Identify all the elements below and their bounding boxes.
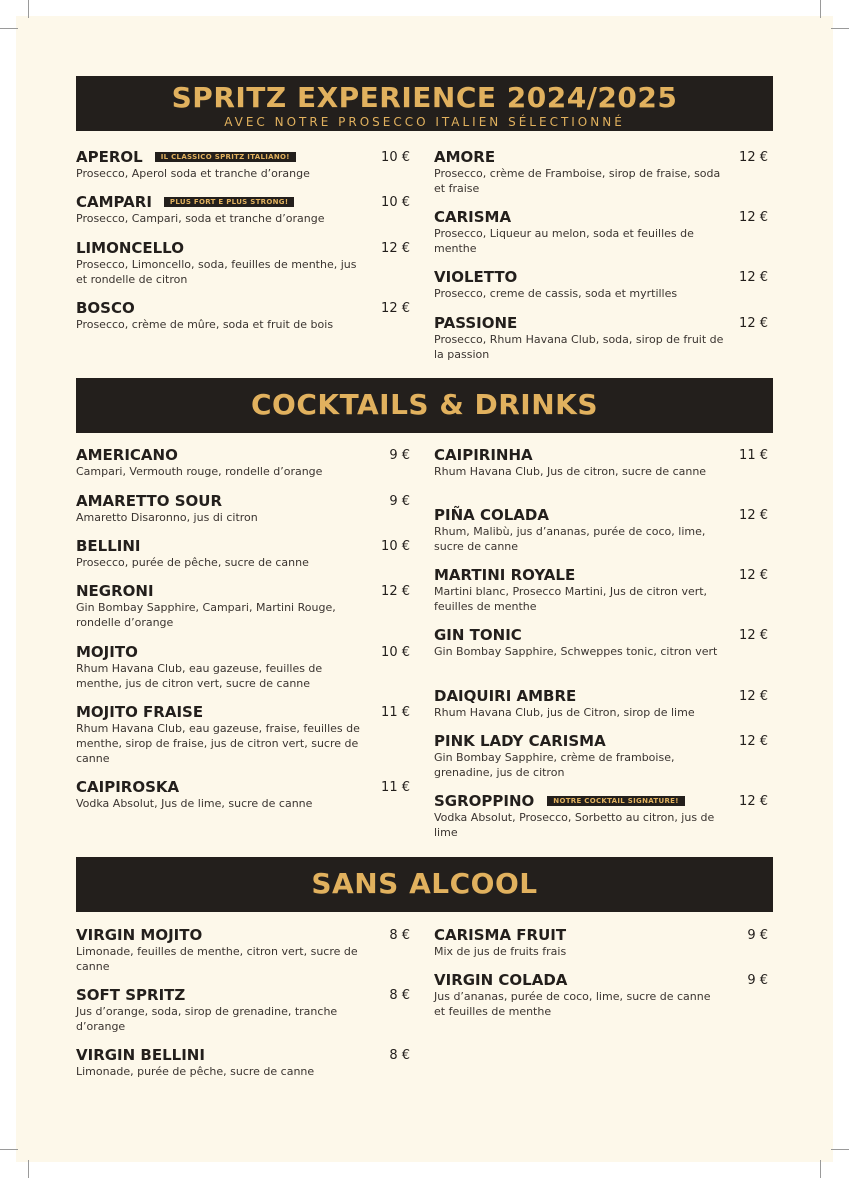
item-name: VIRGIN BELLINI (76, 1046, 205, 1064)
item-description: Prosecco, crème de mûre, soda et fruit de bois (76, 318, 334, 331)
menu-item (76, 583, 410, 644)
menu-item (76, 927, 410, 987)
item-description: Prosecco, crème de Framboise, sirop de fraise, soda et fraise (434, 167, 721, 195)
item-description: Jus d’orange, soda, sirop de grenadine, tranche d’orange (76, 1005, 338, 1033)
menu-item (434, 507, 768, 567)
item-price: 12 € (739, 689, 768, 704)
menu-item (76, 447, 410, 493)
spritz-left-column (76, 149, 410, 332)
item-price: 12 € (739, 508, 768, 523)
item-description: Limonade, feuilles de menthe, citron vert, sucre de canne (76, 945, 358, 973)
item-price: 12 € (739, 210, 768, 225)
item-price: 12 € (381, 584, 410, 599)
item-price: 12 € (739, 734, 768, 749)
item-name: AMORE (434, 148, 496, 166)
item-price: 10 € (381, 150, 410, 165)
item-description: Mix de jus de fruits frais (434, 945, 567, 958)
menu-item (434, 567, 768, 627)
menu-item (434, 149, 768, 209)
menu-item (434, 733, 768, 793)
item-price: 12 € (381, 301, 410, 316)
menu-item (434, 315, 768, 361)
menu-item (76, 493, 410, 538)
item-name: AMERICANO (76, 446, 178, 464)
item-name: SOFT SPRITZ (76, 986, 186, 1004)
item-price: 12 € (739, 316, 768, 331)
item-name: VIRGIN COLADA (434, 971, 568, 989)
menu-item (434, 209, 768, 269)
item-price: 10 € (381, 195, 410, 210)
item-name: CAMPARI (76, 193, 152, 211)
item-description: Vodka Absolut, Jus de lime, sucre de canne (76, 797, 313, 810)
menu-item (76, 644, 410, 704)
item-price: 9 € (747, 973, 768, 988)
item-price: 9 € (747, 928, 768, 943)
section-title: SPRITZ EXPERIENCE 2024/2025 (171, 81, 678, 114)
item-name: CARISMA (434, 208, 512, 226)
item-name: NEGRONI (76, 582, 154, 600)
item-name: SGROPPINO (434, 792, 535, 810)
item-price: 12 € (739, 628, 768, 643)
item-price: 12 € (739, 150, 768, 165)
item-description: Amaretto Disaronno, jus di citron (76, 511, 258, 524)
item-name: MARTINI ROYALE (434, 566, 576, 584)
item-description: Rhum, Malibù, jus d’ananas, purée de coco, lime, sucre de canne (434, 525, 706, 553)
menu-item (76, 194, 410, 240)
crop-mark (28, 0, 29, 18)
item-description: Prosecco, Rhum Havana Club, soda, sirop de fruit de la passion (434, 333, 724, 361)
item-name: GIN TONIC (434, 626, 522, 644)
item-name: CARISMA FRUIT (434, 926, 567, 944)
item-description: Gin Bombay Sapphire, Schweppes tonic, citron vert (434, 645, 718, 658)
section-title: COCKTAILS & DRINKS (250, 388, 599, 421)
menu-item (434, 927, 768, 972)
item-tag: IL CLASSICO SPRITZ ITALIANO! (155, 152, 296, 162)
menu-item (434, 793, 768, 839)
item-description: Rhum Havana Club, Jus de citron, sucre de canne (434, 465, 707, 478)
item-price: 11 € (381, 780, 410, 795)
item-name: CAIPIRINHA (434, 446, 533, 464)
item-description: Gin Bombay Sapphire, Campari, Martini Rouge, rondelle d’orange (76, 601, 336, 629)
item-name: VIOLETTO (434, 268, 518, 286)
item-description: Prosecco, Limoncello, soda, feuilles de menthe, jus et rondelle de citron (76, 258, 357, 286)
menu-item (434, 447, 768, 507)
item-price: 12 € (739, 794, 768, 809)
section-subtitle: AVEC NOTRE PROSECCO ITALIEN SÉLECTIONNÉ (224, 115, 625, 129)
item-description: Rhum Havana Club, eau gazeuse, feuilles de menthe, jus de citron vert, sucre de canne (76, 662, 323, 690)
item-name: VIRGIN MOJITO (76, 926, 203, 944)
item-price: 11 € (739, 448, 768, 463)
menu-item (76, 704, 410, 779)
spritz-right-column (434, 149, 768, 361)
item-name: BOSCO (76, 299, 135, 317)
menu-item (434, 627, 768, 688)
crop-mark (0, 1149, 18, 1150)
menu-item (76, 149, 410, 194)
item-price: 11 € (381, 705, 410, 720)
item-name: MOJITO FRAISE (76, 703, 204, 721)
item-name: CAIPIROSKA (76, 778, 180, 796)
menu-item (434, 688, 768, 733)
item-description: Campari, Vermouth rouge, rondelle d’orange (76, 465, 323, 478)
cocktails-left-column (76, 447, 410, 811)
item-tag: PLUS FORT E PLUS STRONG! (164, 197, 294, 207)
item-description: Prosecco, Campari, soda et tranche d’orange (76, 212, 325, 225)
item-description: Limonade, purée de pêche, sucre de canne (76, 1065, 315, 1078)
item-name: PASSIONE (434, 314, 518, 332)
item-price: 9 € (389, 448, 410, 463)
crop-mark (831, 28, 849, 29)
crop-mark (820, 0, 821, 18)
item-price: 8 € (389, 988, 410, 1003)
menu-item (434, 269, 768, 315)
item-name: LIMONCELLO (76, 239, 184, 257)
item-name: PINK LADY CARISMA (434, 732, 606, 750)
item-description: Prosecco, purée de pêche, sucre de canne (76, 556, 309, 569)
item-price: 12 € (739, 270, 768, 285)
crop-mark (0, 28, 18, 29)
item-name: BELLINI (76, 537, 141, 555)
menu-item (76, 779, 410, 811)
item-name: PIÑA COLADA (434, 506, 549, 524)
crop-mark (820, 1160, 821, 1178)
item-description: Jus d’ananas, purée de coco, lime, sucre de canne et feuilles de menthe (434, 990, 711, 1018)
item-price: 8 € (389, 1048, 410, 1063)
section-banner-cocktails (76, 378, 773, 433)
cocktails-right-column (434, 447, 768, 839)
item-name: MOJITO (76, 643, 138, 661)
section-title: SANS ALCOOL (311, 867, 538, 900)
section-banner-sans-alcool (76, 857, 773, 912)
menu-item (76, 987, 410, 1047)
item-description: Prosecco, creme de cassis, soda et myrtilles (434, 287, 678, 300)
menu-item (434, 972, 768, 1022)
item-name: DAIQUIRI AMBRE (434, 687, 577, 705)
menu-item (76, 1047, 410, 1079)
item-tag: NOTRE COCKTAIL SIGNATURE! (547, 796, 684, 806)
crop-mark (28, 1160, 29, 1178)
item-description: Martini blanc, Prosecco Martini, Jus de citron vert, feuilles de menthe (434, 585, 708, 613)
item-description: Vodka Absolut, Prosecco, Sorbetto au citron, jus de lime (434, 811, 715, 839)
item-price: 8 € (389, 928, 410, 943)
crop-mark (831, 1149, 849, 1150)
item-price: 9 € (389, 494, 410, 509)
item-description: Prosecco, Liqueur au melon, soda et feuilles de menthe (434, 227, 694, 255)
item-description: Rhum Havana Club, eau gazeuse, fraise, feuilles de menthe, sirop de fraise, jus de citron vert, sucre de canne (76, 722, 360, 765)
item-price: 12 € (381, 241, 410, 256)
item-description: Rhum Havana Club, jus de Citron, sirop de lime (434, 706, 695, 719)
menu-item (76, 240, 410, 300)
item-price: 10 € (381, 539, 410, 554)
item-price: 10 € (381, 645, 410, 660)
menu-item (76, 538, 410, 583)
item-description: Prosecco, Aperol soda et tranche d’orange (76, 167, 310, 180)
item-name: AMARETTO SOUR (76, 492, 223, 510)
item-description: Gin Bombay Sapphire, crème de framboise, grenadine, jus de citron (434, 751, 675, 779)
sans-left-column (76, 927, 410, 1079)
menu-item (76, 300, 410, 332)
sans-right-column (434, 927, 768, 1022)
item-name: APEROL (76, 148, 143, 166)
section-banner-spritz (76, 76, 773, 131)
item-price: 12 € (739, 568, 768, 583)
